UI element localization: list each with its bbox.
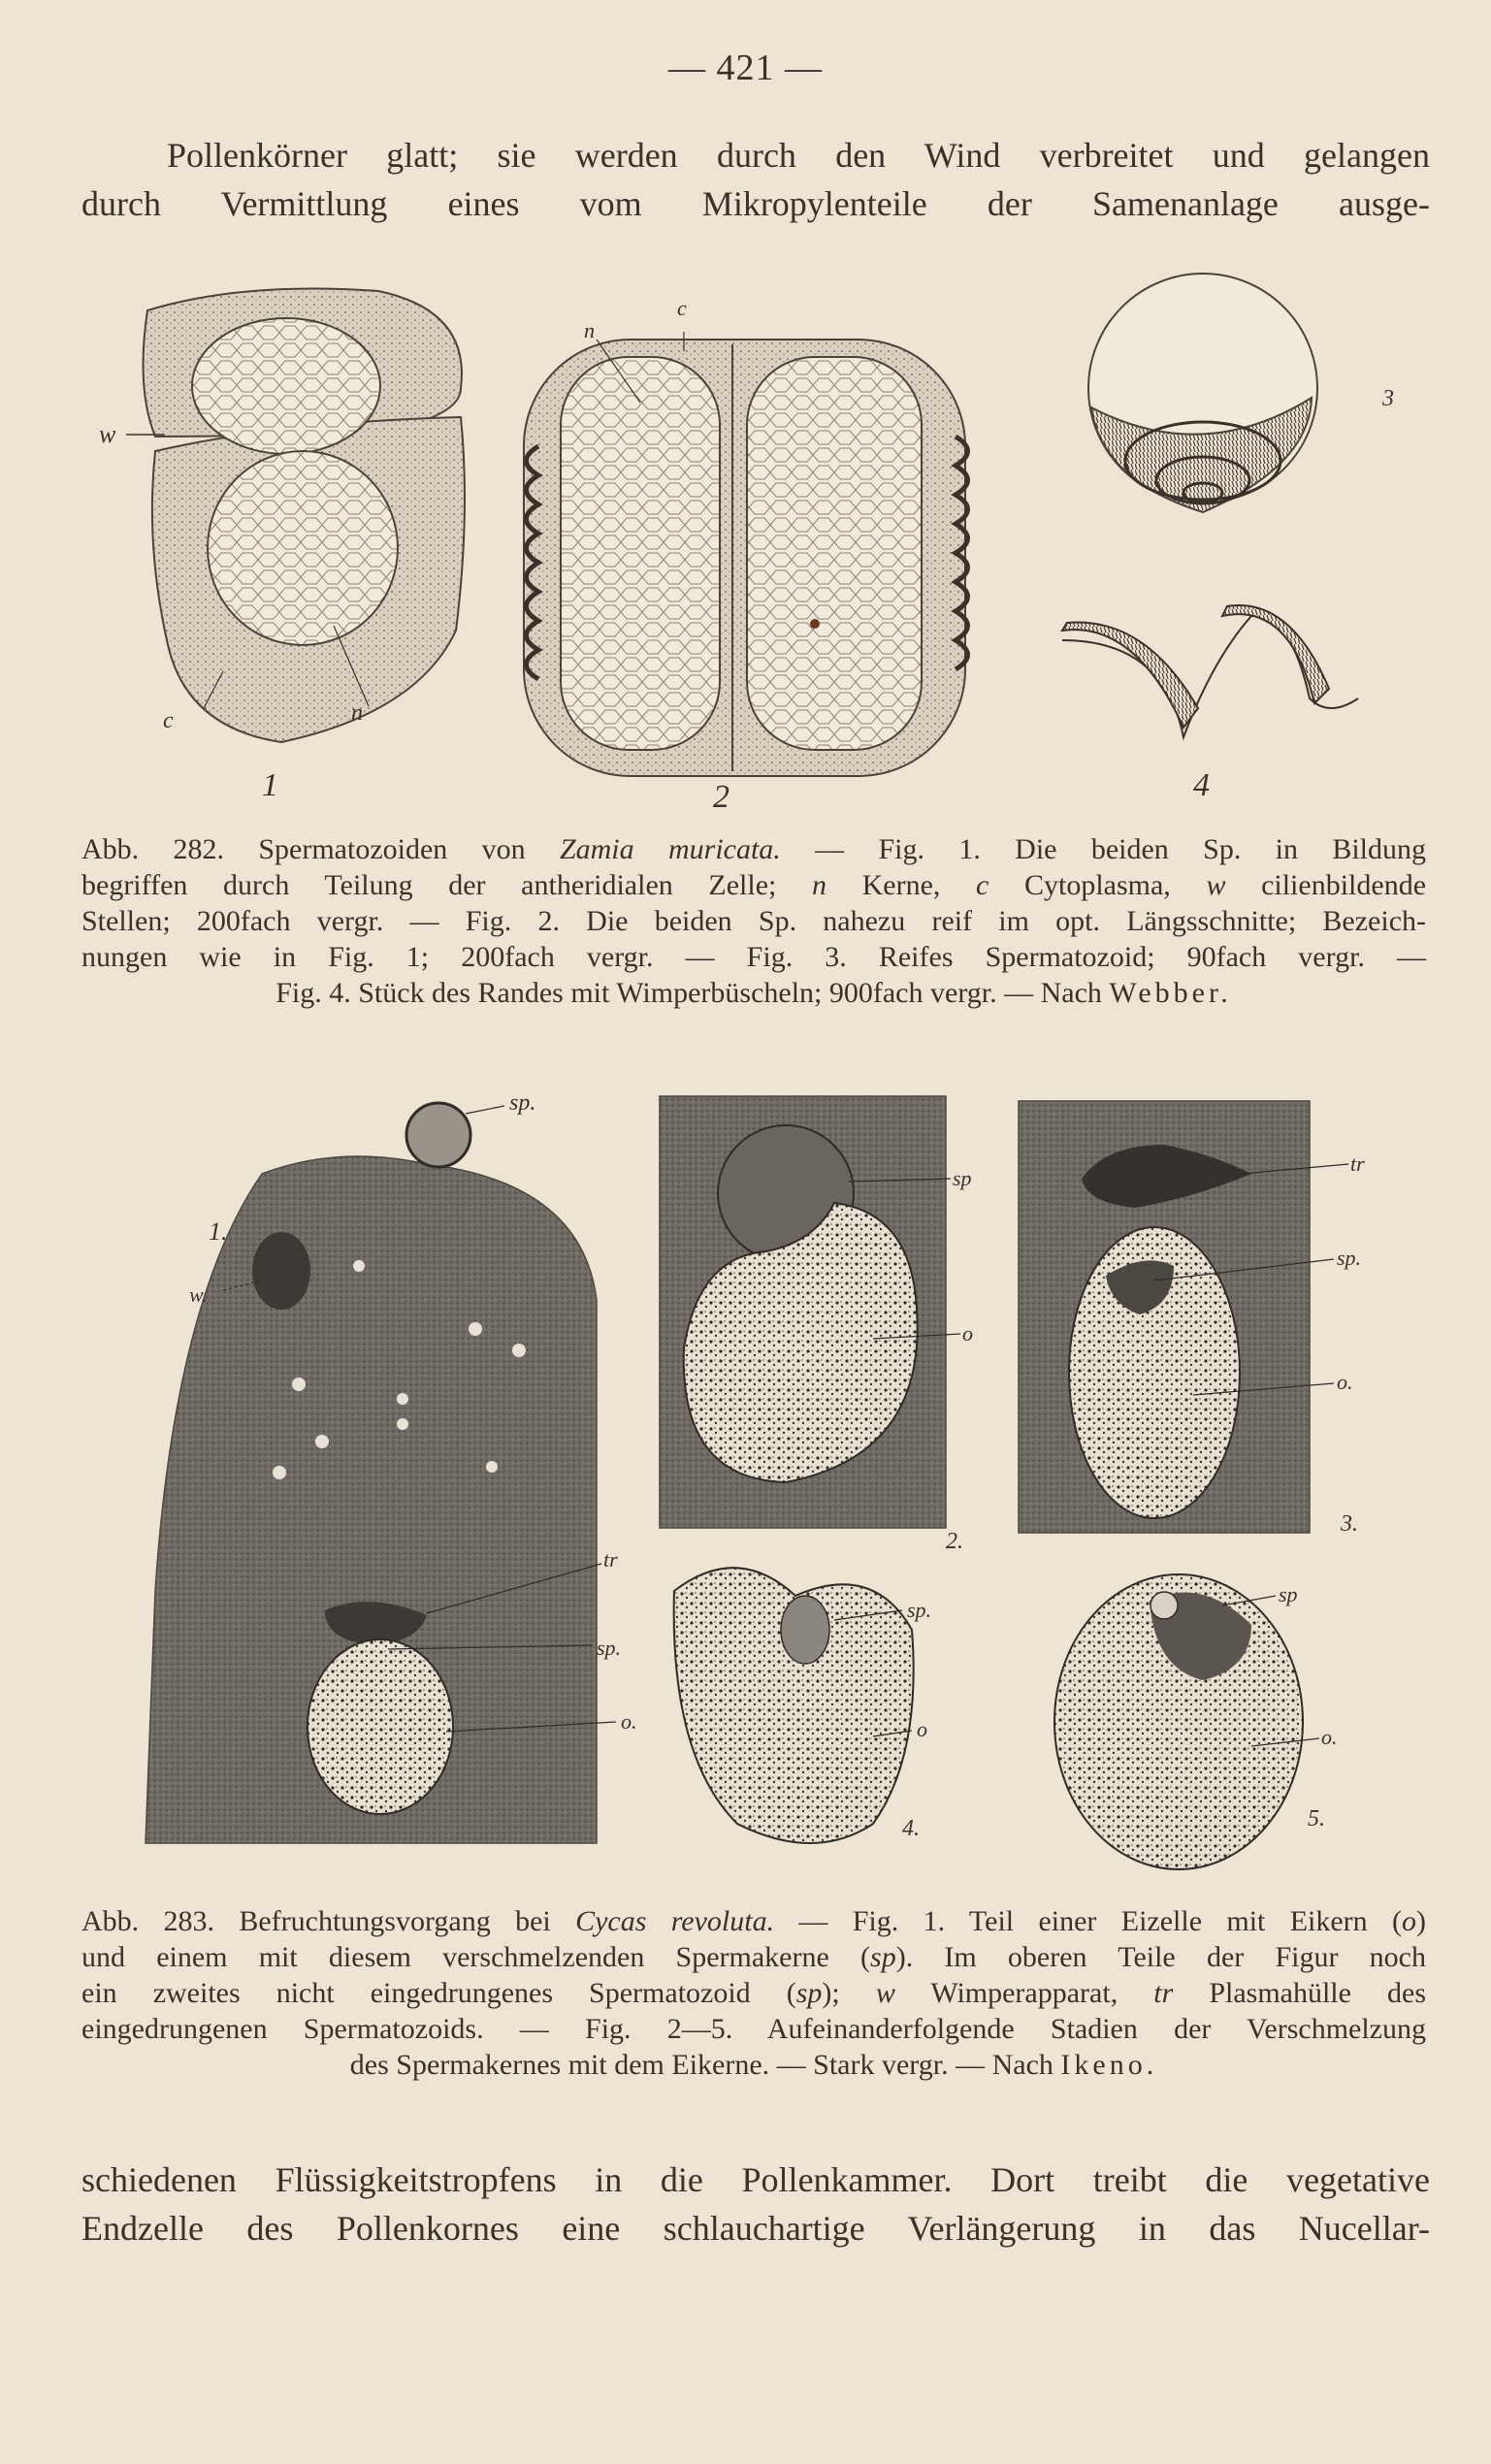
fig1-number: 1 (262, 767, 278, 803)
fig283-1-cilia-apparatus (252, 1232, 310, 1310)
fig1-upper-nucleus (192, 318, 380, 454)
figure-283-illustration (136, 1086, 1416, 1882)
fig1-label-w: w (99, 420, 116, 448)
fig283-4-fusion-stage (674, 1568, 931, 1843)
fig283-5-label-sp: sp (1279, 1582, 1298, 1606)
fig2-label-c: c (677, 296, 687, 320)
fig2-label-n: n (584, 318, 595, 342)
fig2-left-nucleus (561, 357, 720, 750)
fig283-4-number: 4. (902, 1816, 920, 1841)
caption-282-line-2: begriffen durch Teilung der antheridialen Zelle; n Kerne, c Cytoplasma, w cilienbildende (81, 869, 1427, 901)
fig4-cilia-tufts (1062, 605, 1358, 803)
bottom-paragraph (81, 2156, 1430, 2253)
caption-abb-282 (81, 831, 1426, 1011)
fig2-mature-pair (524, 296, 968, 815)
fig283-4-label-o: o (917, 1717, 927, 1741)
figure-282-zamia-spermatozoids (87, 272, 1426, 815)
fig283-5-label-o: o. (1321, 1725, 1338, 1749)
fig283-1-label-w: w. (189, 1282, 208, 1307)
fig283-2-fusion-stage (660, 1096, 973, 1554)
fig3-mature-spermatozoid (1088, 274, 1394, 512)
fig1-dividing-cell (99, 289, 465, 804)
caption-283-line-2: und einem mit diesem verschmelzenden Spermakerne (sp). Im oberen Teile der Figur noch (81, 1941, 1427, 1973)
fig283-4-label-sp: sp. (907, 1598, 932, 1622)
fig1-label-c: c (163, 708, 174, 733)
fig283-3-number: 3. (1341, 1511, 1358, 1537)
fig283-1-egg-cell (146, 1090, 637, 1843)
caption-283-line-3: ein zweites nicht eingedrungenes Spermatozoid (sp); w Wimperapparat, tr Plasmahülle des (81, 1977, 1427, 2009)
fig283-1-label-sp-2: sp. (597, 1636, 622, 1660)
fig2-number: 2 (713, 779, 729, 815)
caption-283-line-5: des Spermakernes mit dem Eikerne. — Stark vergr. — Nach Ikeno. (349, 2049, 1158, 2081)
top-text-line-1: Pollenkörner glatt; sie werden durch den Wind verbreitet und gelangen (167, 136, 1430, 175)
fig283-3-fusion-stage (1019, 1101, 1365, 1537)
figure-282-illustration (87, 272, 1426, 815)
caption-282-line-4: nungen wie in Fig. 1; 200fach vergr. — Fig. 3. Reifes Spermatozoid; 90fach vergr. — (81, 941, 1426, 973)
fig283-2-number: 2. (946, 1529, 963, 1554)
fig283-3-label-o: o. (1337, 1370, 1353, 1394)
fig4-number: 4 (1193, 767, 1210, 803)
fig283-3-label-sp: sp. (1337, 1246, 1362, 1270)
caption-282-line-5: Fig. 4. Stück des Randes mit Wimperbüscheln; 900fach vergr. — Nach Webber. (276, 977, 1232, 1009)
fig283-1-spermatozoid (406, 1103, 470, 1167)
bottom-text-line-2: Endzelle des Pollenkornes eine schlauchartige Verlängerung in das Nucellar- (81, 2209, 1430, 2248)
caption-abb-283 (81, 1903, 1426, 2083)
fig1-lower-nucleus (208, 451, 398, 645)
fig283-1-label-sp: sp. (509, 1090, 536, 1116)
top-paragraph (81, 131, 1430, 228)
bottom-text-line-1: schiedenen Flüssigkeitstropfens in die Pollenkammer. Dort treibt die vegetative (81, 2160, 1430, 2199)
fig283-3-label-tr: tr (1350, 1151, 1365, 1176)
fig283-1-label-o: o. (621, 1709, 637, 1734)
caption-283-line-1: Abb. 283. Befruchtungsvorgang bei Cycas revoluta. — Fig. 1. Teil einer Eizelle mit Eikern (o) (81, 1905, 1426, 1937)
fig3-number: 3 (1382, 386, 1394, 411)
fig2-right-nucleus (747, 357, 922, 750)
fig283-5-fusion-stage (1054, 1574, 1338, 1869)
fig283-1-label-tr: tr (603, 1547, 618, 1572)
caption-282-line-1: Abb. 282. Spermatozoiden von Zamia muricata. — Fig. 1. Die beiden Sp. in Bildung (81, 833, 1427, 865)
fig283-2-label-sp: sp (953, 1166, 972, 1190)
page-number: — 421 — (668, 48, 823, 88)
caption-283-line-4: eingedrungenen Spermatozoids. — Fig. 2—5. Aufeinanderfolgende Stadien der Verschmelzung (81, 2013, 1426, 2045)
fig283-1-number: 1. (209, 1217, 228, 1246)
caption-282-line-3: Stellen; 200fach vergr. — Fig. 2. Die beiden Sp. nahezu reif im opt. Längsschnitte; Bezeich- (81, 905, 1426, 937)
fig1-label-n: n (351, 700, 363, 726)
fig283-5-number: 5. (1308, 1806, 1325, 1832)
fig283-1-egg-nucleus (308, 1639, 453, 1814)
fig283-4-sperm-nucleus (781, 1596, 829, 1664)
fig283-2-label-o: o (962, 1321, 973, 1345)
figure-283-cycas-fertilization (136, 1086, 1416, 1882)
top-text-line-2: durch Vermittlung eines vom Mikropylenteile der Samenanlage ausge- (81, 184, 1430, 223)
